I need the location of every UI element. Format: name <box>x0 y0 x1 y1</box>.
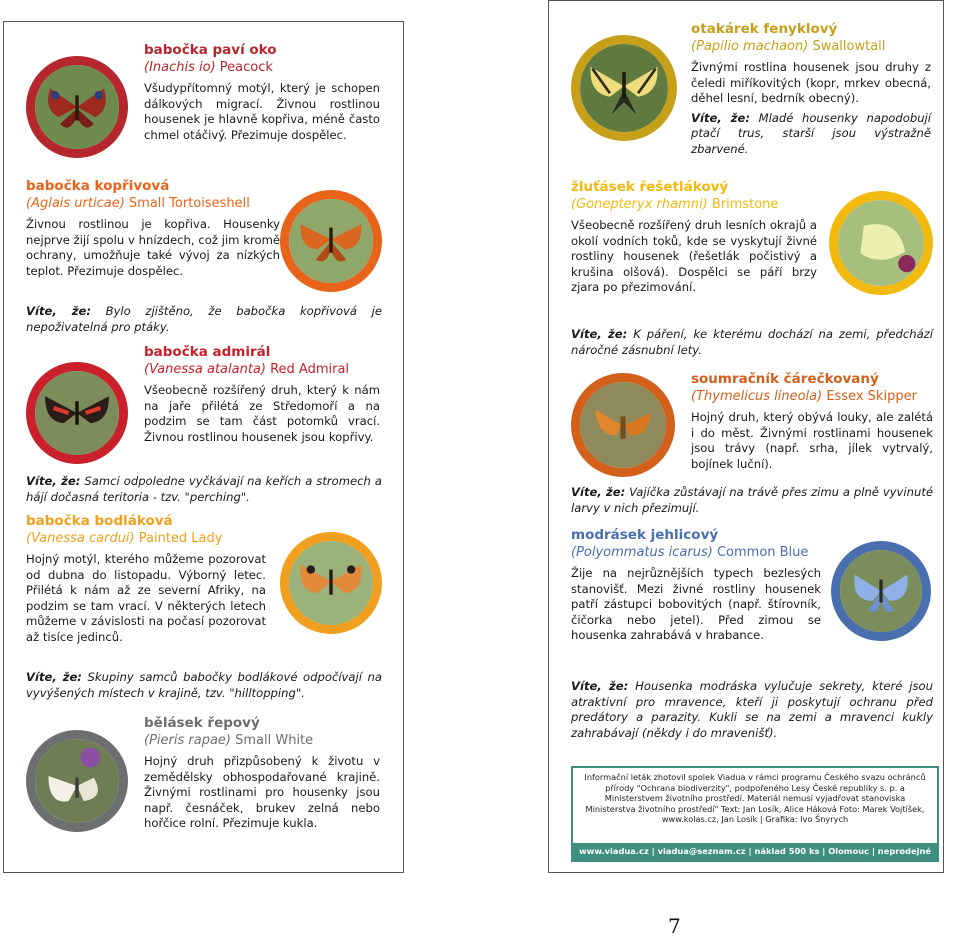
tortoiseshell-fact: Víte, že: Bylo zjištěno, že babočka kopřivová je nepoživatelná pro ptáky. <box>26 304 382 334</box>
brimstone-fact: Víte, že: K páření, ke kterému dochází na zemi, předchází náročné zásnubní lety. <box>571 327 933 357</box>
species-latin: (Polyommatus icarus) Common Blue <box>571 545 809 560</box>
species-latin: (Gonepteryx rhamni) Brimstone <box>571 197 779 212</box>
swallowtail-photo <box>571 35 677 141</box>
species-latin: (Aglais urticae) Small Tortoiseshell <box>26 196 250 211</box>
species-description: Všudypřítomný motýl, který je schopen dálkových migrací. Živnou rostlinou housenek je hlavně kopřiva, méně často chmel otáčivý. Přezimuje dospělec. <box>144 81 380 142</box>
species-name: babočka paví oko <box>144 42 277 58</box>
common-blue-photo <box>831 541 931 641</box>
species-name: babočka admirál <box>144 344 271 360</box>
butterfly-icon <box>580 44 668 132</box>
admiral-photo <box>26 362 128 464</box>
butterfly-icon <box>289 199 373 283</box>
butterfly-icon <box>840 550 922 632</box>
left-leaflet-page <box>3 21 404 873</box>
small-white-entry <box>144 715 380 832</box>
species-name: otakárek fenyklový <box>691 21 838 37</box>
species-name: bělásek řepový <box>144 715 260 731</box>
species-latin: (Inachis io) Peacock <box>144 60 273 75</box>
small-white-photo <box>26 730 128 832</box>
species-description: Všeobecně rozšířený druh lesních okrajů a okolí vodních toků, kde se vyskytují živné rostliny housenek (řešetlák počistivý a krušina olšová). Dospělci se páří brzy zjara po přezimování. <box>571 218 817 295</box>
swallowtail-fact: Víte, že: Mladé housenky napodobují ptačí trus, starší jsou výstražně zbarvené. <box>691 110 931 156</box>
species-description: Všeobecně rozšířený druh, který k nám na jaře přilétá ze Středomoří a na podzim se tam část potomků vrací. Živnou rostlinou housenek jsou kopřivy. <box>144 383 380 444</box>
swallowtail-entry <box>691 21 931 158</box>
common-blue-entry <box>571 527 821 644</box>
tortoiseshell-photo <box>280 190 382 292</box>
species-description: Živnou rostlinou je kopřiva. Housenky nejprve žijí spolu v hnízdech, což jim kromě ochrany, umožňuje také vývoj za nízkých teplot. Přezimuje dospělec. <box>26 217 280 278</box>
species-description: Hojný druh, který obývá louky, ale zalétá i do měst. Živnými rostlinami housenek jsou trávy (např. srha, jílek vytrvalý, bojínek luční). <box>691 410 933 471</box>
painted-lady-photo <box>280 532 382 634</box>
species-latin: (Vanessa atalanta) Red Admiral <box>144 362 350 377</box>
species-latin: (Vanessa cardui) Painted Lady <box>26 531 223 546</box>
species-name: modrásek jehlicový <box>571 527 719 543</box>
admiral-entry <box>144 344 380 445</box>
species-latin: (Pieris rapae) Small White <box>144 733 314 748</box>
species-description: Hojný druh přizpůsobený k životu v zemědělsky obhospodařované krajině. Živnými rostlinami pro housenky jsou např. česnáček, brukev zelná nebo hořčice rolní. Přezimuje kukla. <box>144 754 380 831</box>
admiral-fact: Víte, že: Samci odpoledne vyčkávají na keřích a stromech a hájí dočasná teritoria - tzv. "perching". <box>26 474 383 504</box>
butterfly-icon <box>35 371 119 455</box>
butterfly-icon <box>838 200 924 286</box>
brimstone-photo <box>829 191 933 295</box>
species-name: soumračník čárečkovaný <box>691 371 879 387</box>
painted-lady-entry <box>26 513 266 646</box>
peacock-photo <box>26 56 128 158</box>
butterfly-icon <box>580 382 666 468</box>
butterfly-icon <box>35 65 119 149</box>
skipper-fact: Víte, že: Vajíčka zůstávají na trávě přes zimu a plně vyvinuté larvy v nich přezimují. <box>571 485 933 515</box>
credits-text: Informační leták zhotovil spolek Viadua v rámci programu Českého svazu ochránců přírody "Ochrana biodiverzity", podpořeného Lesy České republiky s. p. a Ministerstvem životního prostředí. Materiál nemusí vyjadřovat stanoviska Ministerstva životního prostředí" Text: Jan Losík, Alice Háková Foto: Marek Vojtíšek, www.kolas.cz, Jan Losík | Grafika: Ivo Šnyrych <box>584 772 926 825</box>
brimstone-entry <box>571 179 817 296</box>
skipper-photo <box>571 373 675 477</box>
species-latin: (Papilio machaon) Swallowtail <box>691 39 886 54</box>
right-leaflet-page <box>548 0 944 873</box>
credits-box <box>571 766 939 862</box>
species-description: Žije na nejrůznějších typech bezlesých stanovišť. Mezi živné rostliny housenek patří zástupci bobovitých (např. štírovník, čičorka nebo jetel). Před zimou se housenka zahrabává v hrabance. <box>571 566 821 643</box>
peacock-entry <box>144 42 380 143</box>
species-latin: (Thymelicus lineola) Essex Skipper <box>691 389 917 404</box>
credits-contact-bar: www.viadua.cz | viadua@seznam.cz | náklad 500 ks | Olomouc | neprodejné <box>573 843 937 860</box>
common-blue-fact: Víte, že: Housenka modráska vylučuje sekrety, které jsou atraktivní pro mravence, kteří ji poskytují ochranu před predátory a parazity. Kukli se na zemi a mravenci kukly zahrabávají (někdy i do mravenišť). <box>571 679 933 740</box>
butterfly-icon <box>289 541 373 625</box>
species-description: Živnými rostlina housenek jsou druhy z čeledi miříkovitých (kopr, mrkev obecná, děhel lesní, bedrník obecný). <box>691 60 931 106</box>
tortoiseshell-entry <box>26 178 280 279</box>
page-number: 7 <box>668 914 681 938</box>
species-name: žluťásek řešetlákový <box>571 179 729 195</box>
butterfly-icon <box>35 739 119 823</box>
skipper-entry <box>691 371 933 472</box>
species-name: babočka bodláková <box>26 513 173 529</box>
species-name: babočka kopřivová <box>26 178 170 194</box>
painted-lady-fact: Víte, že: Skupiny samců babočky bodlákové odpočívají na vyvýšených místech v krajině, tzv. "hilltopping". <box>26 670 382 700</box>
species-description: Hojný motýl, kterého můžeme pozorovat od dubna do listopadu. Výborný letec. Přilétá k nám až ze severní Afriky, na podzim se tam vrací. V některých letech můžeme v závislosti na počasí pozorovat až tisíce jedinců. <box>26 552 266 644</box>
